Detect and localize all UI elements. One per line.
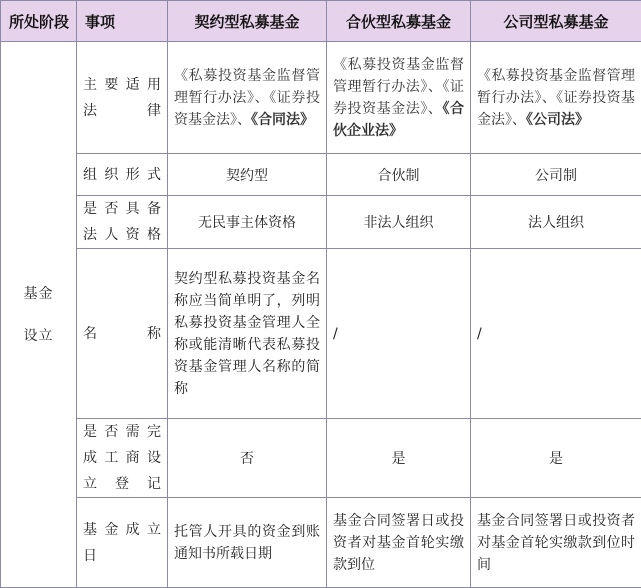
org-partnership: 合伙制 xyxy=(327,154,471,196)
item-entity-line-1: 是否具备 xyxy=(83,196,161,222)
item-register-line-2: 成工商设 xyxy=(83,445,161,471)
table-header-row xyxy=(1,1,641,42)
item-entity-line-2: 法人资格 xyxy=(83,222,161,248)
stage-cell xyxy=(1,42,77,588)
entity-contract: 无民事主体资格 xyxy=(168,196,327,249)
item-name: 名称 xyxy=(77,249,168,419)
law-partnership xyxy=(327,42,471,154)
item-register-line-1: 是否需完 xyxy=(83,419,161,445)
table-row xyxy=(1,419,641,498)
law-partnership-bold: 《合伙企业法》 xyxy=(333,101,464,139)
law-company xyxy=(471,42,641,154)
header-company-fund: 公司型私募基金 xyxy=(471,1,641,42)
item-date-line-2: 日 xyxy=(83,543,161,569)
item-entity xyxy=(77,196,168,249)
entity-company: 法人组织 xyxy=(471,196,641,249)
name-company: / xyxy=(471,249,641,419)
item-org: 组织形式 xyxy=(77,154,168,196)
date-company: 基金合同签署日或投资者对基金首轮实缴款到位时间 xyxy=(471,498,641,588)
item-law xyxy=(77,42,168,154)
law-contract-text: 《私募投资基金监督管理暂行办法》、《证券投资基金法》、 xyxy=(174,68,320,128)
date-contract: 托管人开具的资金到账通知书所载日期 xyxy=(168,498,327,588)
header-item: 事项 xyxy=(77,1,168,42)
table-row xyxy=(1,249,641,419)
org-company: 公司制 xyxy=(471,154,641,196)
org-contract: 契约型 xyxy=(168,154,327,196)
table-row xyxy=(1,154,641,196)
table-row xyxy=(1,196,641,249)
register-partnership: 是 xyxy=(327,419,471,498)
name-partnership: / xyxy=(327,249,471,419)
item-register-line-3: 立登记 xyxy=(83,471,161,497)
header-contract-fund: 契约型私募基金 xyxy=(168,1,327,42)
item-law-line-2: 法律 xyxy=(83,98,161,124)
law-contract-bold: 《合同法》 xyxy=(251,112,314,128)
table-row xyxy=(1,498,641,588)
item-date-line-1: 基金成立 xyxy=(83,517,161,543)
date-partnership: 基金合同签署日或投资者对基金首轮实缴款到位 xyxy=(327,498,471,588)
item-date xyxy=(77,498,168,588)
register-company: 是 xyxy=(471,419,641,498)
table-row xyxy=(1,42,641,154)
entity-partnership: 非法人组织 xyxy=(327,196,471,249)
law-partnership-text: 《私募投资基金监督管理暂行办法》、《证券投资基金法》、 xyxy=(333,57,464,117)
register-contract: 否 xyxy=(168,419,327,498)
stage-line-2: 设立 xyxy=(7,315,70,357)
law-contract xyxy=(168,42,327,154)
law-company-bold: 《公司法》 xyxy=(526,112,589,128)
law-company-text: 《私募投资基金监督管理暂行办法》、《证券投资基金法》、 xyxy=(477,68,635,128)
name-contract: 契约型私募投资基金名称应当简单明了，列明私募投资基金管理人全称或能清晰代表私募投资基金管理人名称的简称 xyxy=(168,249,327,419)
header-partnership-fund: 合伙型私募基金 xyxy=(327,1,471,42)
item-law-line-1: 主要适用 xyxy=(83,72,161,98)
stage-line-1: 基金 xyxy=(7,273,70,315)
header-stage: 所处阶段 xyxy=(1,1,77,42)
item-register xyxy=(77,419,168,498)
